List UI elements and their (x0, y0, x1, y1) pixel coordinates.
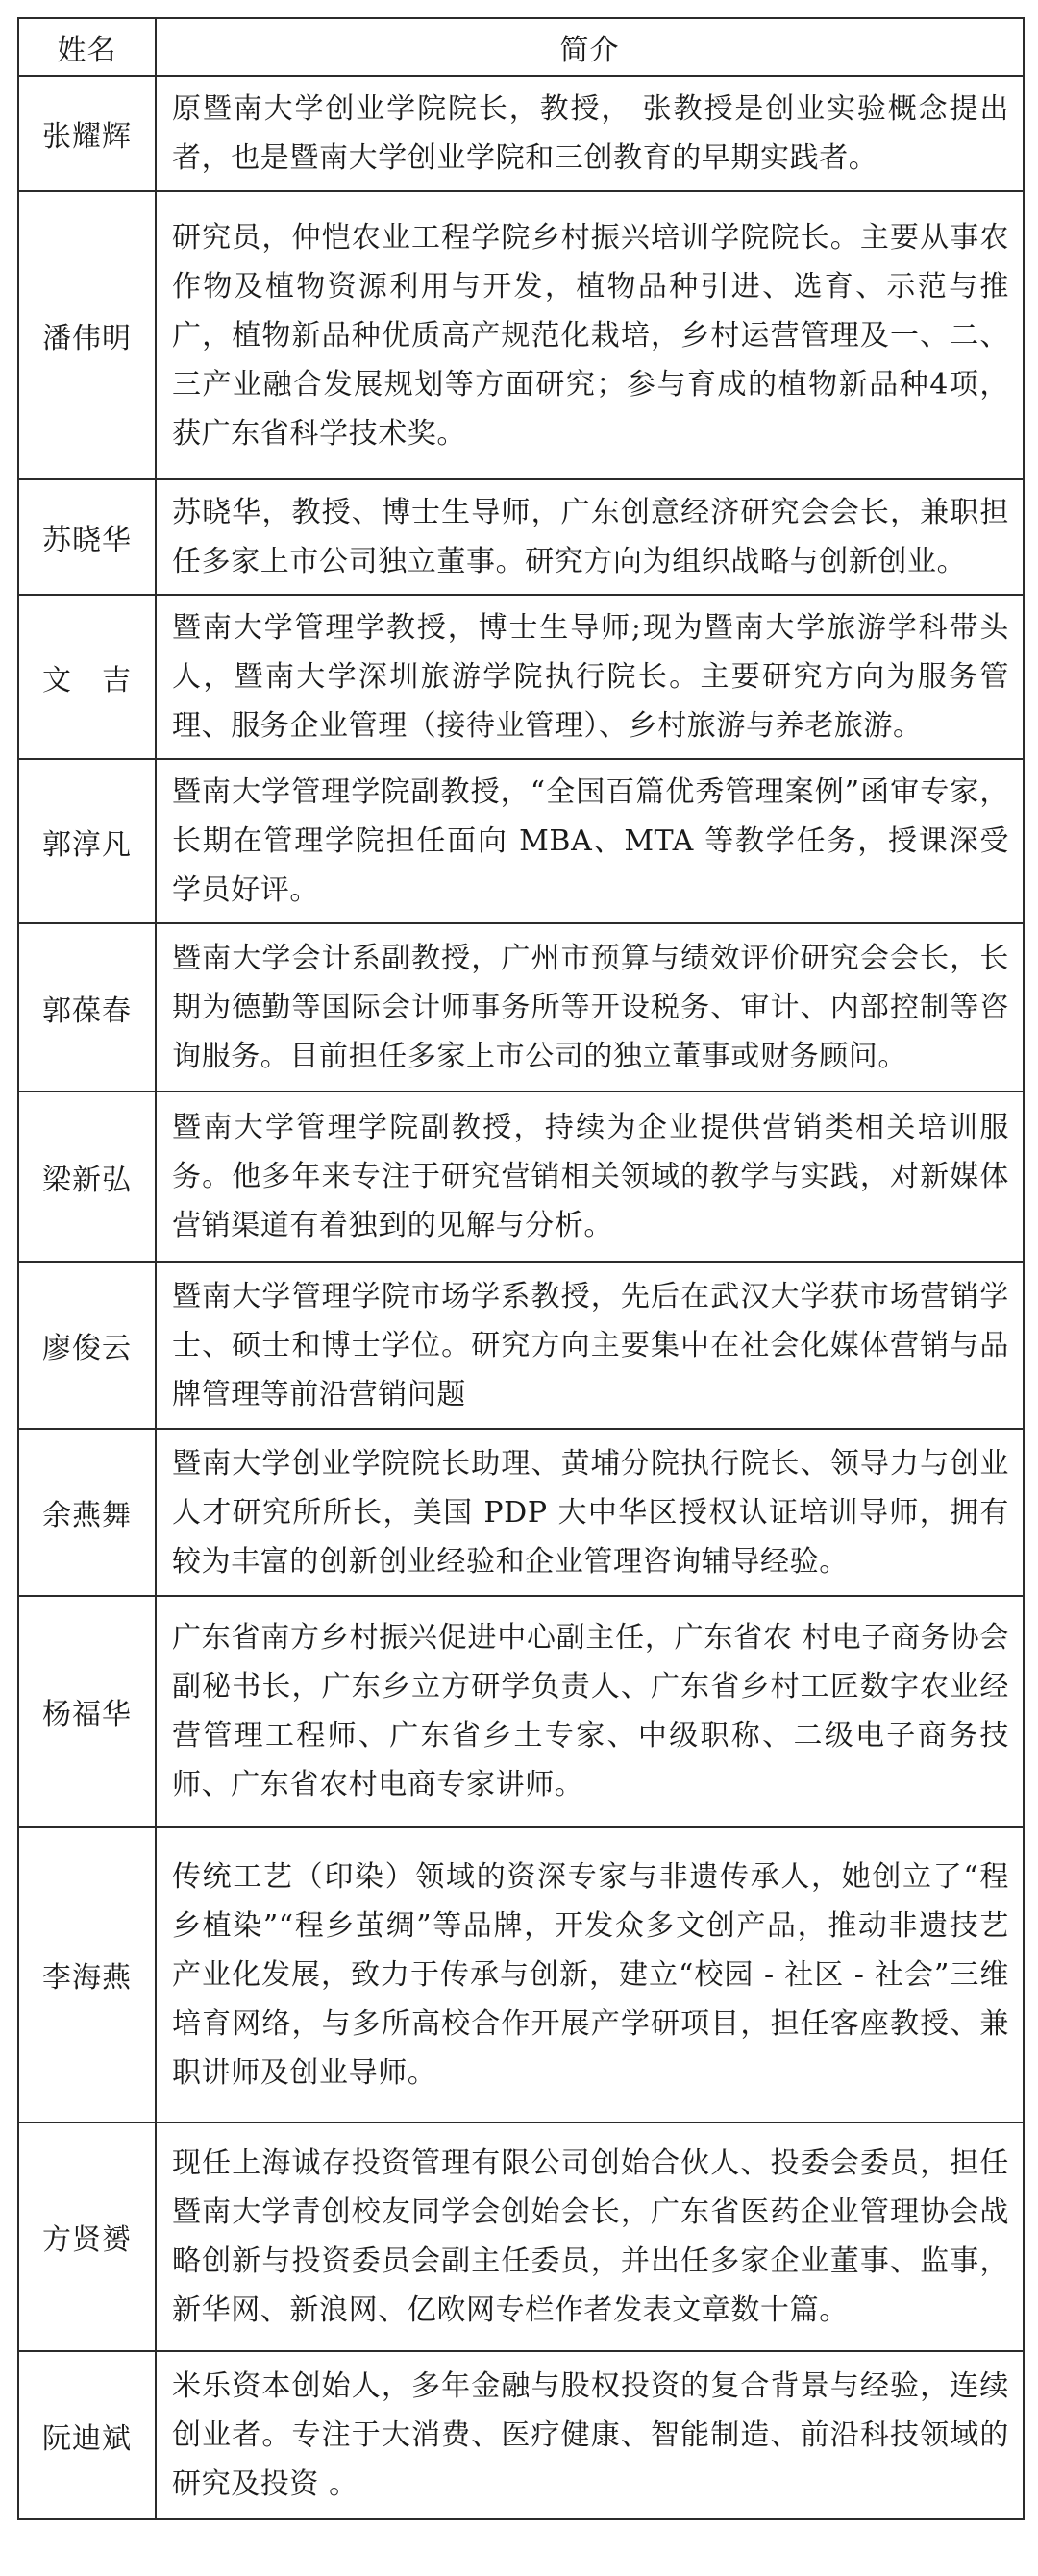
person-bio: 广东省南方乡村振兴促进中心副主任，广东省农 村电子商务协会副秘书长，广东乡立方研学负责人、广东省乡村工匠数字农业经营管理工程师、广东省乡土专家、中级职称、二级电子商务技师、广东省农村电商专家讲师。 (156, 1596, 1024, 1827)
person-name: 杨福华 (18, 1596, 156, 1827)
person-bio: 现任上海诚存投资管理有限公司创始合伙人、投委会委员，担任暨南大学青创校友同学会创始会长，广东省医药企业管理协会战略创新与投资委员会副主任委员，并出任多家企业董事、监事，新华网、新浪网、亿欧网专栏作者发表文章数十篇。 (156, 2122, 1024, 2351)
profiles-table (17, 17, 1025, 2520)
person-name: 文 吉 (18, 595, 156, 759)
person-bio: 暨南大学管理学院副教授，持续为企业提供营销类相关培训服务。他多年来专注于研究营销相关领域的教学与实践，对新媒体营销渠道有着独到的见解与分析。 (156, 1092, 1024, 1262)
person-bio: 传统工艺（印染）领域的资深专家与非遗传承人，她创立了“程乡植染”“程乡茧绸”等品牌，开发众多文创产品，推动非遗技艺产业化发展，致力于传承与创新，建立“校园 - 社区 - 社会”三维培育网络，与多所高校合作开展产学研项目，担任客座教授、兼职讲师及创业导师。 (156, 1827, 1024, 2122)
person-name: 张耀辉 (18, 76, 156, 191)
table-row (18, 1092, 1024, 1262)
person-name: 郭淳凡 (18, 759, 156, 923)
person-name: 李海燕 (18, 1827, 156, 2122)
table-row (18, 2122, 1024, 2351)
table-row (18, 923, 1024, 1092)
person-bio: 暨南大学管理学院市场学系教授，先后在武汉大学获市场营销学士、硕士和博士学位。研究方向主要集中在社会化媒体营销与品牌管理等前沿营销问题 (156, 1262, 1024, 1429)
profiles-document (17, 17, 1023, 2520)
table-row (18, 1429, 1024, 1596)
table-row (18, 759, 1024, 923)
person-bio: 暨南大学会计系副教授，广州市预算与绩效评价研究会会长，长期为德勤等国际会计师事务所等开设税务、审计、内部控制等咨询服务。目前担任多家上市公司的独立董事或财务顾问。 (156, 923, 1024, 1092)
table-row (18, 76, 1024, 191)
person-name: 阮迪斌 (18, 2351, 156, 2519)
person-name: 梁新弘 (18, 1092, 156, 1262)
person-bio: 苏晓华，教授、博士生导师，广东创意经济研究会会长，兼职担任多家上市公司独立董事。研究方向为组织战略与创新创业。 (156, 479, 1024, 595)
person-bio: 暨南大学管理学院副教授，“全国百篇优秀管理案例”函审专家，长期在管理学院担任面向 MBA、MTA 等教学任务，授课深受学员好评。 (156, 759, 1024, 923)
header-bio: 简介 (156, 18, 1024, 76)
person-bio: 研究员，仲恺农业工程学院乡村振兴培训学院院长。主要从事农作物及植物资源利用与开发，植物品种引进、选育、示范与推广，植物新品种优质高产规范化栽培，乡村运营管理及一、二、三产业融合发展规划等方面研究；参与育成的植物新品种4项，获广东省科学技术奖。 (156, 191, 1024, 479)
table-row (18, 1262, 1024, 1429)
table-row (18, 1827, 1024, 2122)
table-header-row (18, 18, 1024, 76)
table-row (18, 1596, 1024, 1827)
person-name: 潘伟明 (18, 191, 156, 479)
person-name: 苏晓华 (18, 479, 156, 595)
table-row (18, 595, 1024, 759)
person-name: 方贤赟 (18, 2122, 156, 2351)
table-row (18, 2351, 1024, 2519)
person-bio: 暨南大学创业学院院长助理、黄埔分院执行院长、领导力与创业人才研究所所长，美国 PDP 大中华区授权认证培训导师，拥有较为丰富的创新创业经验和企业管理咨询辅导经验。 (156, 1429, 1024, 1596)
person-name: 郭葆春 (18, 923, 156, 1092)
person-name: 廖俊云 (18, 1262, 156, 1429)
person-bio: 米乐资本创始人，多年金融与股权投资的复合背景与经验，连续创业者。专注于大消费、医疗健康、智能制造、前沿科技领域的研究及投资 。 (156, 2351, 1024, 2519)
person-bio: 暨南大学管理学教授，博士生导师;现为暨南大学旅游学科带头人，暨南大学深圳旅游学院执行院长。主要研究方向为服务管理、服务企业管理（接待业管理）、乡村旅游与养老旅游。 (156, 595, 1024, 759)
person-name: 余燕舞 (18, 1429, 156, 1596)
header-name: 姓名 (18, 18, 156, 76)
table-row (18, 191, 1024, 479)
person-bio: 原暨南大学创业学院院长，教授， 张教授是创业实验概念提出者，也是暨南大学创业学院和三创教育的早期实践者。 (156, 76, 1024, 191)
table-row (18, 479, 1024, 595)
